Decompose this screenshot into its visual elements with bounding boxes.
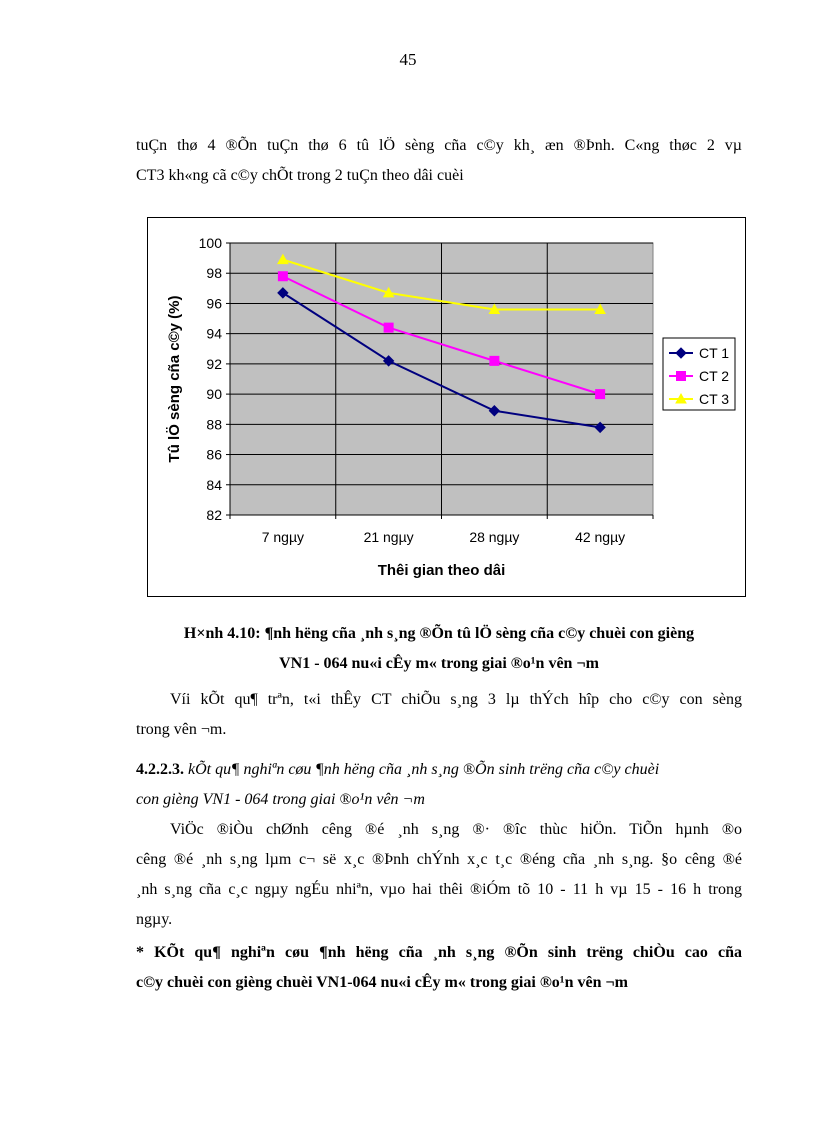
y-tick-label: 84 xyxy=(206,476,222,493)
legend-marker xyxy=(677,372,686,381)
data-point xyxy=(278,272,287,281)
section-title-line-2: con gièng VN1 - 064 trong giai ®o¹n vên ¬m xyxy=(136,791,425,808)
data-point xyxy=(384,323,393,332)
y-tick-label: 96 xyxy=(206,295,222,312)
y-tick-label: 88 xyxy=(206,416,222,433)
chart-canvas xyxy=(148,218,745,596)
y-tick-label: 92 xyxy=(206,355,222,372)
result-heading xyxy=(136,938,742,998)
section-title-line-1: kÕt qu¶ nghiªn cøu ¶nh hëng cña ¸nh s¸ng ®Õn sinh trëng cña c©y chuèi xyxy=(184,761,660,778)
intro-line-2: CT3 kh«ng cã c©y chÕt trong 2 tuÇn theo dâi cuèi xyxy=(136,167,464,184)
y-tick-label: 86 xyxy=(206,446,222,463)
body-line-3: ¸nh s¸ng cña c¸c ngµy ngÉu nhiªn, vµo hai thêi ®iÓm tõ 10 - 11 h vµ 15 - 16 h trong xyxy=(136,881,742,898)
x-tick-label: 42 ngµy xyxy=(575,529,626,545)
page-number: 45 xyxy=(399,50,417,69)
body-line-1: ViÖc ®iÒu chØnh cêng ®é ¸nh s¸ng ®· ®îc thùc hiÖn. TiÕn hµnh ®o xyxy=(170,821,742,838)
x-tick-label: 28 ngµy xyxy=(469,529,520,545)
body-paragraph xyxy=(136,815,742,935)
x-tick-label: 21 ngµy xyxy=(363,529,414,545)
result-heading-line-2: c©y chuèi con gièng chuèi VN1-064 nu«i cÊy m« trong giai ®o¹n vên ¬m xyxy=(136,974,628,991)
body-line-4: ngµy. xyxy=(136,911,173,928)
y-tick-label: 98 xyxy=(206,265,222,282)
data-point xyxy=(490,356,499,365)
section-number: 4.2.2.3. xyxy=(136,761,184,778)
legend-label: CT 2 xyxy=(699,368,730,384)
conclusion-paragraph xyxy=(136,685,742,745)
y-axis-title: Tû lÖ sèng cña c©y (%) xyxy=(166,295,183,463)
survival-rate-chart xyxy=(147,217,746,597)
y-tick-label: 94 xyxy=(206,325,222,342)
section-heading xyxy=(136,755,742,815)
intro-paragraph xyxy=(136,131,742,191)
figure-caption-line-2: VN1 - 064 nu«i cÊy m« trong giai ®o¹n vên ¬m xyxy=(279,655,599,672)
result-heading-line-1: * KÕt qu¶ nghiªn cøu ¶nh hëng cña ¸nh s¸ng ®Õn sinh trëng chiÒu cao cña xyxy=(136,944,742,961)
figure-caption-line-1: H×nh 4.10: ¶nh hëng cña ¸nh s¸ng ®Õn tû lÖ sèng cña c©y chuèi con gièng xyxy=(183,625,695,642)
conclusion-line-1: Víi kÕt qu¶ trªn, t«i thÊy CT chiÕu s¸ng 3 lµ thÝch hîp cho c©y con sèng xyxy=(170,691,742,708)
x-axis-title: Thêi gian theo dâi xyxy=(377,562,506,579)
legend-label: CT 1 xyxy=(699,345,730,361)
x-tick-label: 7 ngµy xyxy=(261,529,305,545)
y-tick-label: 82 xyxy=(206,507,222,523)
conclusion-line-2: trong vên ¬m. xyxy=(136,721,227,738)
y-tick-label: 90 xyxy=(206,386,222,403)
intro-line-1: tuÇn thø 4 ®Õn tuÇn thø 6 tû lÖ sèng cña c©y kh¸ æn ®Þnh. C«ng thøc 2 vµ xyxy=(136,137,742,154)
data-point xyxy=(596,390,605,399)
y-tick-label: 100 xyxy=(198,235,222,251)
legend-label: CT 3 xyxy=(699,391,730,407)
body-line-2: cêng ®é ¸nh s¸ng lµm c¬ së x¸c ®Þnh chÝnh x¸c t¸c ®éng cña ¸nh s¸ng. §o cêng ®é xyxy=(136,851,742,868)
